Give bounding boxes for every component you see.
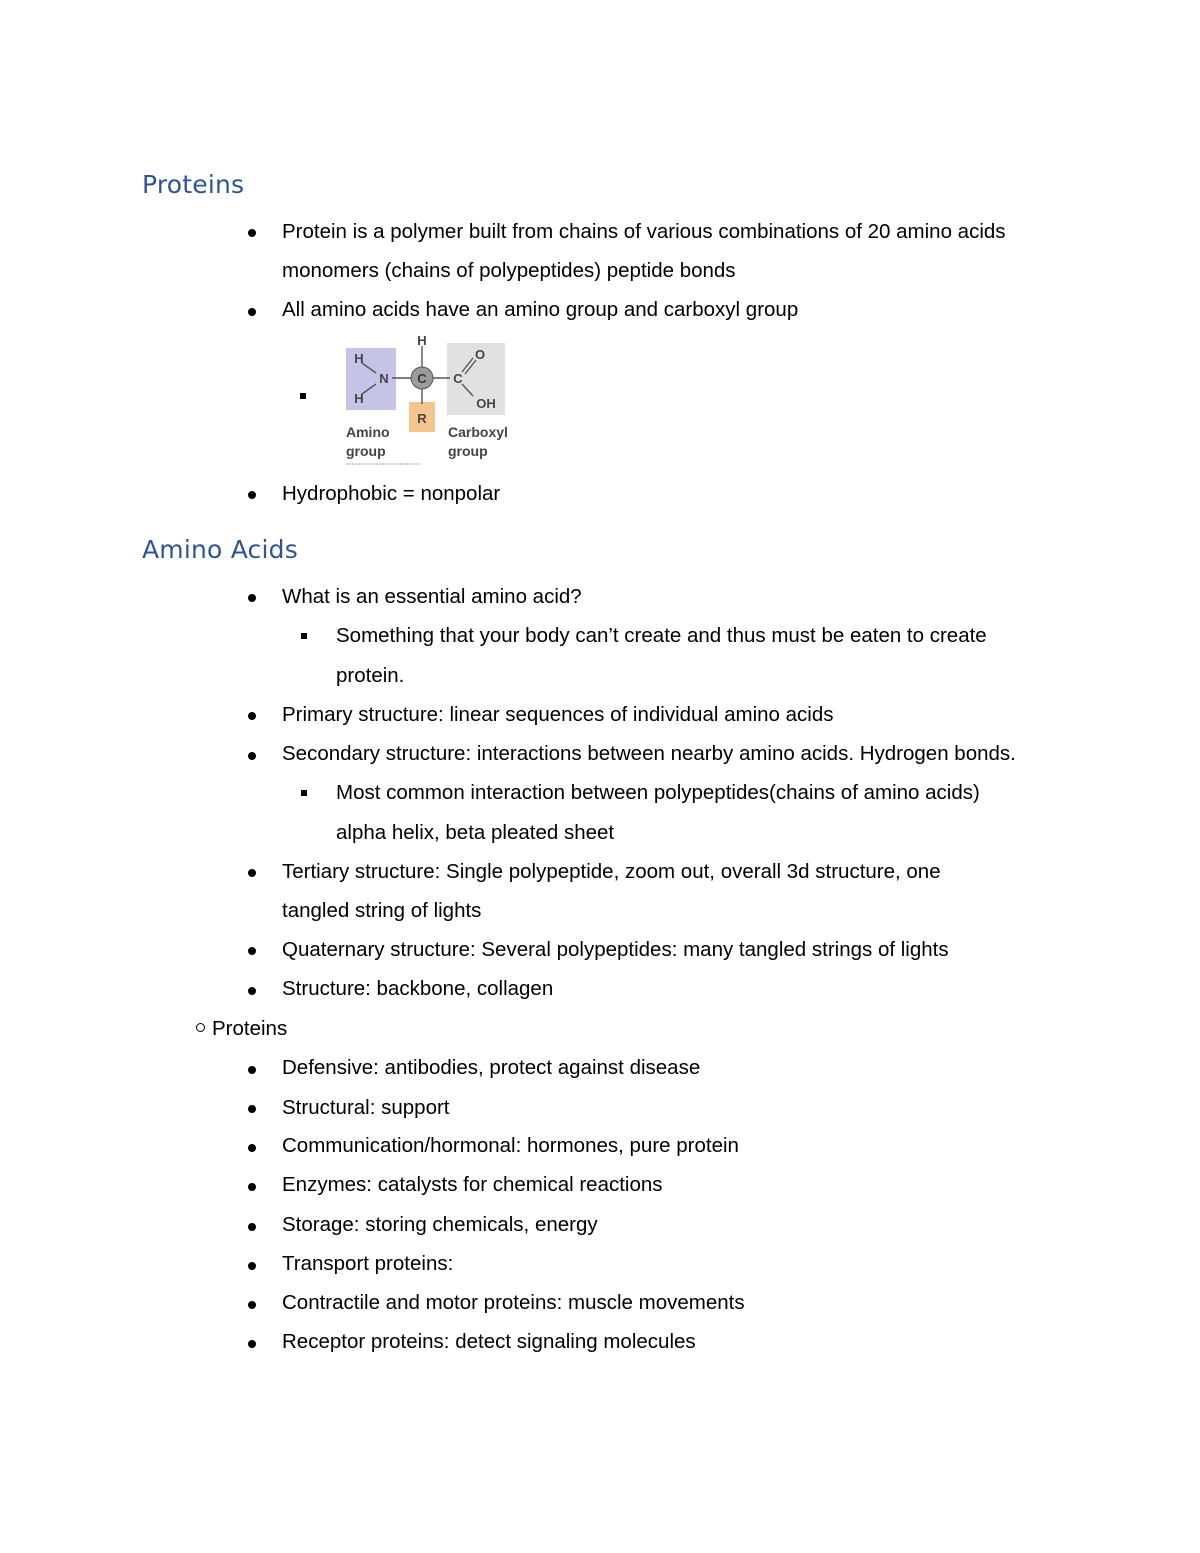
list-item: Receptor proteins: detect signaling molecules [282,1330,696,1353]
bullet-dot [248,594,256,602]
bullet-dot [248,1144,256,1152]
bullet-text: Structure: backbone, collagen [282,977,554,1000]
square-bullet [301,633,307,639]
bullet-text-continued: tangled string of lights [282,899,482,922]
atom-r: R [417,411,427,426]
bullet-text: Quaternary structure: Several polypeptides: many tangled strings of lights [282,938,949,961]
bullet-text-continued: monomers (chains of polypeptides) peptide bonds [282,259,736,282]
bullet-text: Tertiary structure: Single polypeptide, zoom out, overall 3d structure, one [282,860,941,883]
atom-h-top: H [417,333,427,348]
atom-oh: OH [476,396,496,411]
bullet-dot [248,1340,256,1348]
list-item: Contractile and motor proteins: muscle movements [282,1291,745,1314]
atom-h: H [354,391,364,406]
list-item: Storage: storing chemicals, energy [282,1213,598,1236]
bullet-text: What is an essential amino acid? [282,585,582,608]
atom-c-center: C [417,371,427,386]
bullet-dot [248,491,256,499]
bullet-dot [248,947,256,955]
square-bullet [301,790,307,796]
bullet-dot [248,987,256,995]
bullet-text: Protein is a polymer built from chains of various combinations of 20 amino acids [282,220,1006,243]
bullet-dot [248,752,256,760]
section-title-amino-acids: Amino Acids [142,535,298,564]
sub-bullet-text-continued: alpha helix, beta pleated sheet [336,821,615,844]
list-item: Communication/hormonal: hormones, pure protein [282,1134,739,1157]
list-item: Enzymes: catalysts for chemical reactions [282,1173,663,1196]
bullet-dot [248,869,256,877]
list-item: Structural: support [282,1096,450,1119]
amino-group-label: group [346,443,386,459]
atom-n: N [379,371,389,386]
bullet-text: Secondary structure: interactions between nearby amino acids. Hydrogen bonds. [282,742,1016,765]
bullet-text: Hydrophobic = nonpolar [282,482,501,505]
bullet-dot [248,1183,256,1191]
circle-bullet [196,1023,205,1032]
list-item: Defensive: antibodies, protect against disease [282,1056,701,1079]
sub-bullet-text: Something that your body can’t create and thus must be eaten to create [336,624,987,647]
carboxyl-group-label: Carboxyl [448,424,508,440]
bullet-dot [248,1223,256,1231]
bullet-dot [248,1105,256,1113]
list-heading-proteins: Proteins [212,1017,288,1040]
amino-acid-structure-figure [340,332,524,472]
bullet-text: All amino acids have an amino group and carboxyl group [282,298,799,321]
atom-o: O [474,347,486,362]
amino-group-label: Amino [346,424,390,440]
bullet-dot [248,1262,256,1270]
bullet-dot [248,712,256,720]
bullet-dot [248,229,256,237]
atom-h: H [354,351,364,366]
atom-c-right: C [453,371,463,386]
carboxyl-group-label: group [448,443,488,459]
bullet-text: Primary structure: linear sequences of individual amino acids [282,703,834,726]
section-title-proteins: Proteins [142,170,245,199]
sub-bullet-text-continued: protein. [336,664,405,687]
list-item: Transport proteins: [282,1252,454,1275]
bullet-dot [248,308,256,316]
square-bullet [300,393,306,399]
bullet-dot [248,1066,256,1074]
bullet-dot [248,1301,256,1309]
sub-bullet-text: Most common interaction between polypeptides(chains of amino acids) [336,781,980,804]
